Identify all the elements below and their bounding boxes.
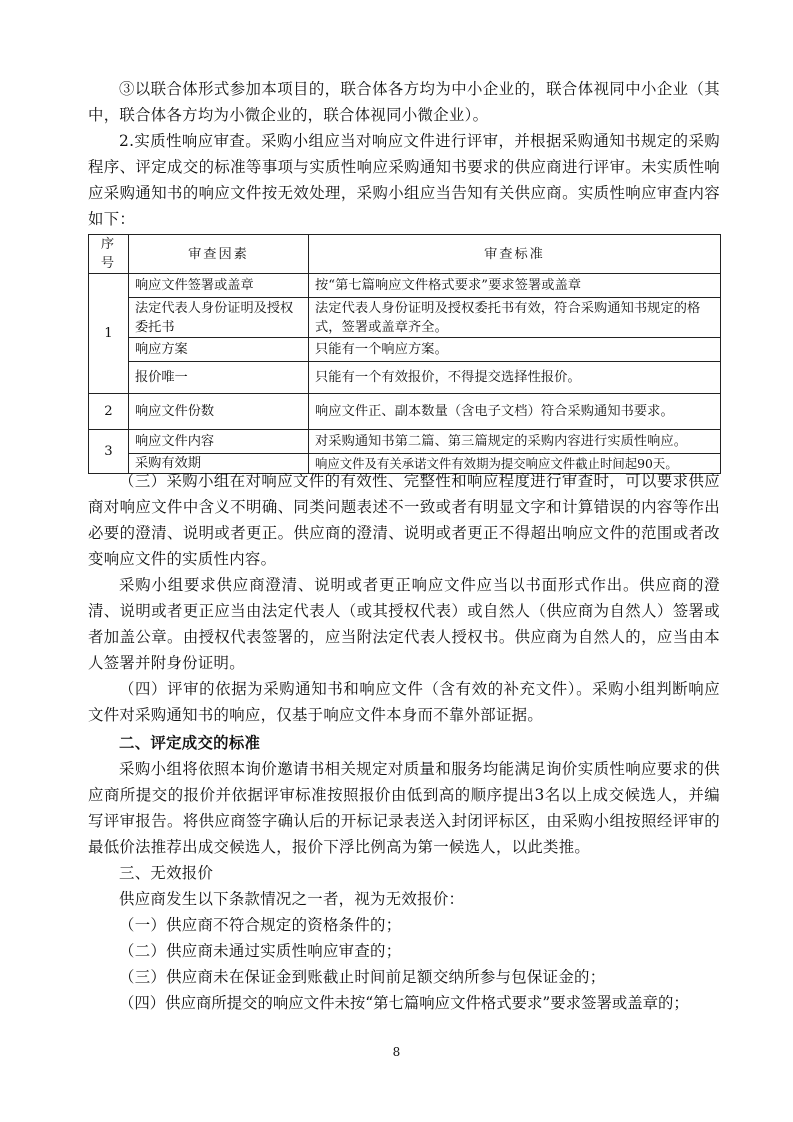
review-factor: 报价唯一 bbox=[129, 362, 309, 394]
section-heading-invalid-bid: 三、无效报价 bbox=[119, 864, 214, 882]
paragraph-consortium: ③以联合体形式参加本项目的，联合体各方均为中小企业的，联合体视同中小企业（其中，联合体各方均为小微企业的，联合体视同小微企业）。 bbox=[88, 80, 720, 124]
review-table bbox=[88, 234, 721, 474]
table-row bbox=[89, 298, 721, 338]
review-factor: 法定代表人身份证明及授权委托书 bbox=[129, 298, 309, 338]
list-item: （四）供应商所提交的响应文件未按“第七篇响应文件格式要求”要求签署或盖章的； bbox=[119, 994, 689, 1012]
review-factor: 响应文件签署或盖章 bbox=[129, 274, 309, 298]
review-standard: 只能有一个响应方案。 bbox=[309, 338, 721, 362]
table-header-row bbox=[89, 235, 721, 274]
table-row bbox=[89, 430, 721, 454]
row-number: 2 bbox=[89, 394, 129, 430]
review-standard: 对采购通知书第二篇、第三篇规定的采购内容进行实质性响应。 bbox=[309, 430, 721, 454]
review-standard: 响应文件及有关承诺文件有效期为提交响应文件截止时间起90天。 bbox=[309, 454, 721, 474]
table-row bbox=[89, 338, 721, 362]
review-factor: 采购有效期 bbox=[129, 454, 309, 474]
row-number: 3 bbox=[89, 430, 129, 474]
table-row bbox=[89, 362, 721, 394]
section-heading-award-criteria: 二、评定成交的标准 bbox=[119, 734, 261, 752]
header-standard: 审查标准 bbox=[309, 235, 721, 274]
paragraph-written-clarification: 采购小组要求供应商澄清、说明或者更正响应文件应当以书面形式作出。供应商的澄清、说明或者更正应当由法定代表人（或其授权代表）或自然人（供应商为自然人）签署或者加盖公章。由授权代表签署的，应当附法定代表人授权书。供应商为自然人的，应当由本人签署并附身份证明。 bbox=[88, 576, 720, 672]
row-number: 1 bbox=[89, 274, 129, 394]
list-item: （三）供应商未在保证金到账截止时间前足额交纳所参与包保证金的； bbox=[119, 968, 606, 986]
header-factor: 审查因素 bbox=[129, 235, 309, 274]
header-no: 序号 bbox=[89, 235, 129, 274]
list-item: （二）供应商未通过实质性响应审查的； bbox=[119, 942, 402, 960]
review-standard: 按“第七篇响应文件格式要求”要求签署或盖章 bbox=[309, 274, 721, 298]
table-row bbox=[89, 394, 721, 430]
paragraph-review-basis: （四）评审的依据为采购通知书和响应文件（含有效的补充文件）。采购小组判断响应文件对采购通知书的响应，仅基于响应文件本身而不靠外部证据。 bbox=[88, 680, 720, 724]
paragraph-clarification: （三）采购小组在对响应文件的有效性、完整性和响应程度进行审查时，可以要求供应商对响应文件中含义不明确、同类问题表述不一致或者有明显文字和计算错误的内容等作出必要的澄清、说明或者更正。供应商的澄清、说明或者更正不得超出响应文件的范围或者改变响应文件的实质性内容。 bbox=[88, 472, 720, 568]
review-standard: 只能有一个有效报价，不得提交选择性报价。 bbox=[309, 362, 721, 394]
paragraph-substantive-review: 2.实质性响应审查。采购小组应当对响应文件进行评审，并根据采购通知书规定的采购程序、评定成交的标准等事项与实质性响应采购通知书要求的供应商进行评审。未实质性响应采购通知书的响应文件按无效处理，采购小组应当告知有关供应商。实质性响应审查内容如下： bbox=[88, 132, 720, 228]
paragraph-award-criteria: 采购小组将依照本询价邀请书相关规定对质量和服务均能满足询价实质性响应要求的供应商所提交的报价并依据评审标准按照报价由低到高的顺序提出3名以上成交候选人，并编写评审报告。将供应商签字确认后的开标记录表送入封闭评标区，由采购小组按照经评审的最低价法推荐出成交候选人，报价下浮比例高为第一候选人，以此类推。 bbox=[88, 760, 720, 856]
review-factor: 响应文件内容 bbox=[129, 430, 309, 454]
paragraph-invalid-intro: 供应商发生以下条款情况之一者，视为无效报价： bbox=[119, 890, 465, 908]
review-standard: 响应文件正、副本数量（含电子文档）符合采购通知书要求。 bbox=[309, 394, 721, 430]
review-factor: 响应方案 bbox=[129, 338, 309, 362]
list-item: （一）供应商不符合规定的资格条件的； bbox=[119, 916, 402, 934]
review-factor: 响应文件份数 bbox=[129, 394, 309, 430]
page-number: 8 bbox=[392, 1045, 401, 1059]
table-row bbox=[89, 274, 721, 298]
review-standard: 法定代表人身份证明及授权委托书有效，符合采购通知书规定的格式，签署或盖章齐全。 bbox=[309, 298, 721, 338]
